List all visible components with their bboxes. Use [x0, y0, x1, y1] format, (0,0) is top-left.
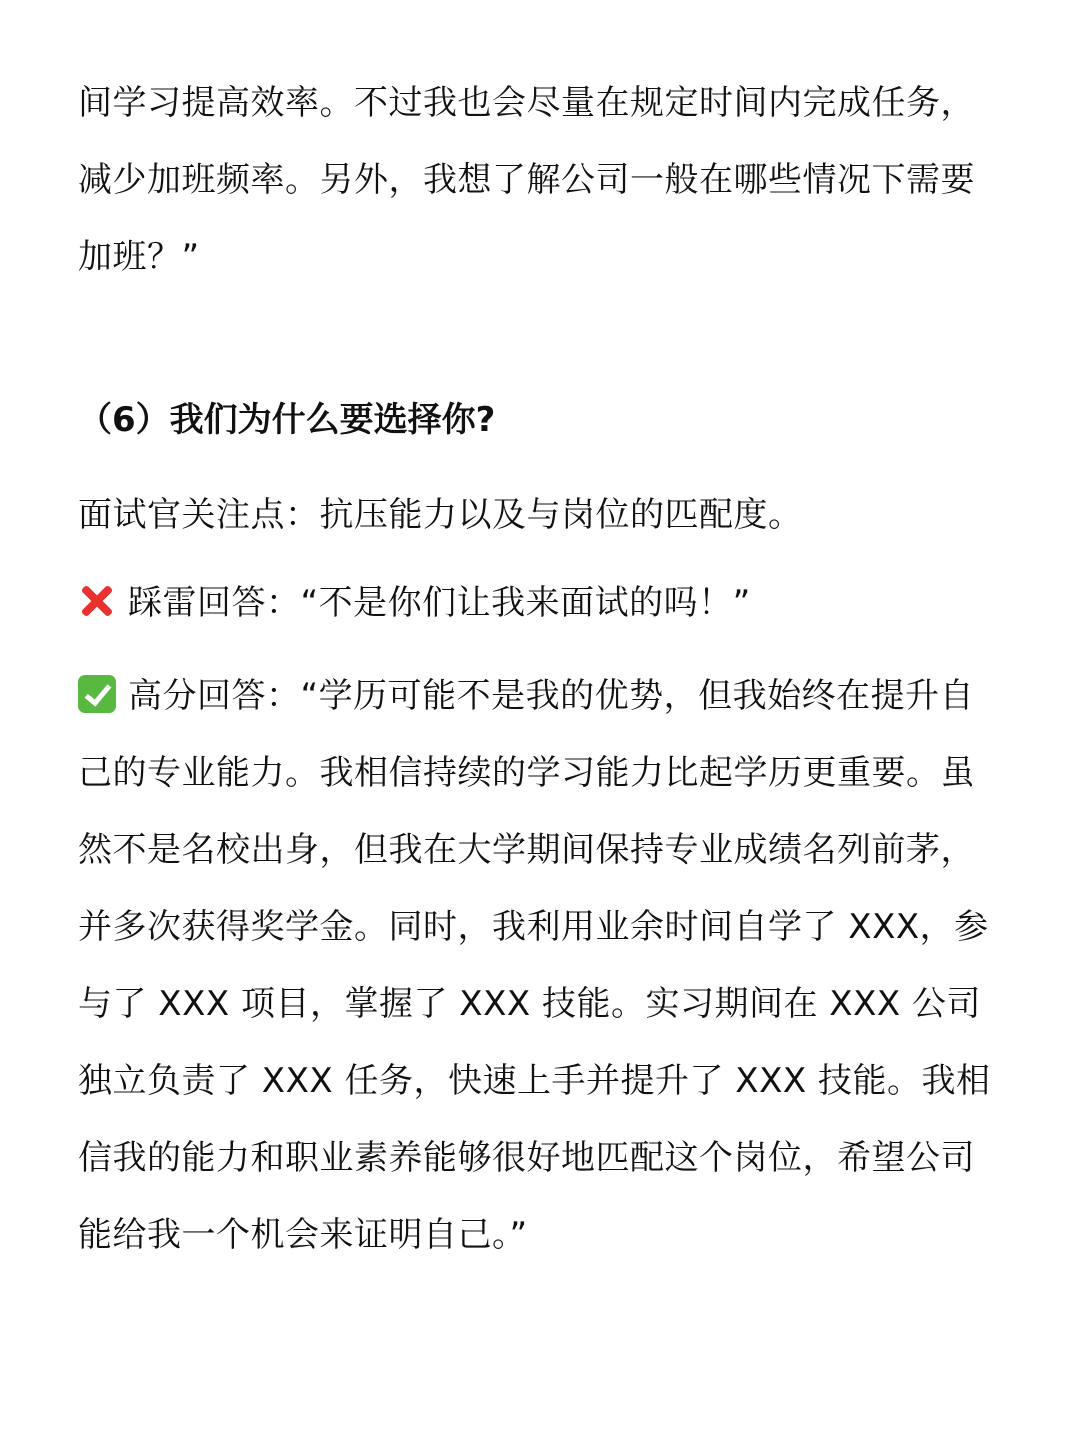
check-mark-icon — [78, 675, 116, 713]
section-heading: （6）我们为什么要选择你? — [78, 400, 496, 440]
good-answer-paragraph — [78, 658, 998, 1274]
bad-answer-paragraph — [78, 565, 998, 642]
cross-mark-icon — [78, 582, 116, 620]
bad-answer-text: 踩雷回答：“不是你们让我来面试的吗！” — [128, 583, 751, 623]
intro-paragraph: 间学习提高效率。不过我也会尽量在规定时间内完成任务，减少加班频率。另外，我想了解公司一般在哪些情况下需要加班？” — [78, 83, 975, 277]
good-answer-text: 高分回答：“学历可能不是我的优势，但我始终在提升自己的专业能力。我相信持续的学习能力比起学历更重要。虽然不是名校出身，但我在大学期间保持专业成绩名列前茅，并多次获得奖学金。同时，我利用业余时间自学了 XXX，参与了 XXX 项目，掌握了 XXX 技能。实习期间在 XXX 公司独立负责了 XXX 任务，快速上手并提升了 XXX 技能。我相信我的能力和职业素养能够很好地匹配这个岗位，希望公司能给我一个机会来证明自己。” — [78, 676, 991, 1255]
focus-paragraph: 面试官关注点：抗压能力以及与岗位的匹配度。 — [78, 495, 803, 535]
